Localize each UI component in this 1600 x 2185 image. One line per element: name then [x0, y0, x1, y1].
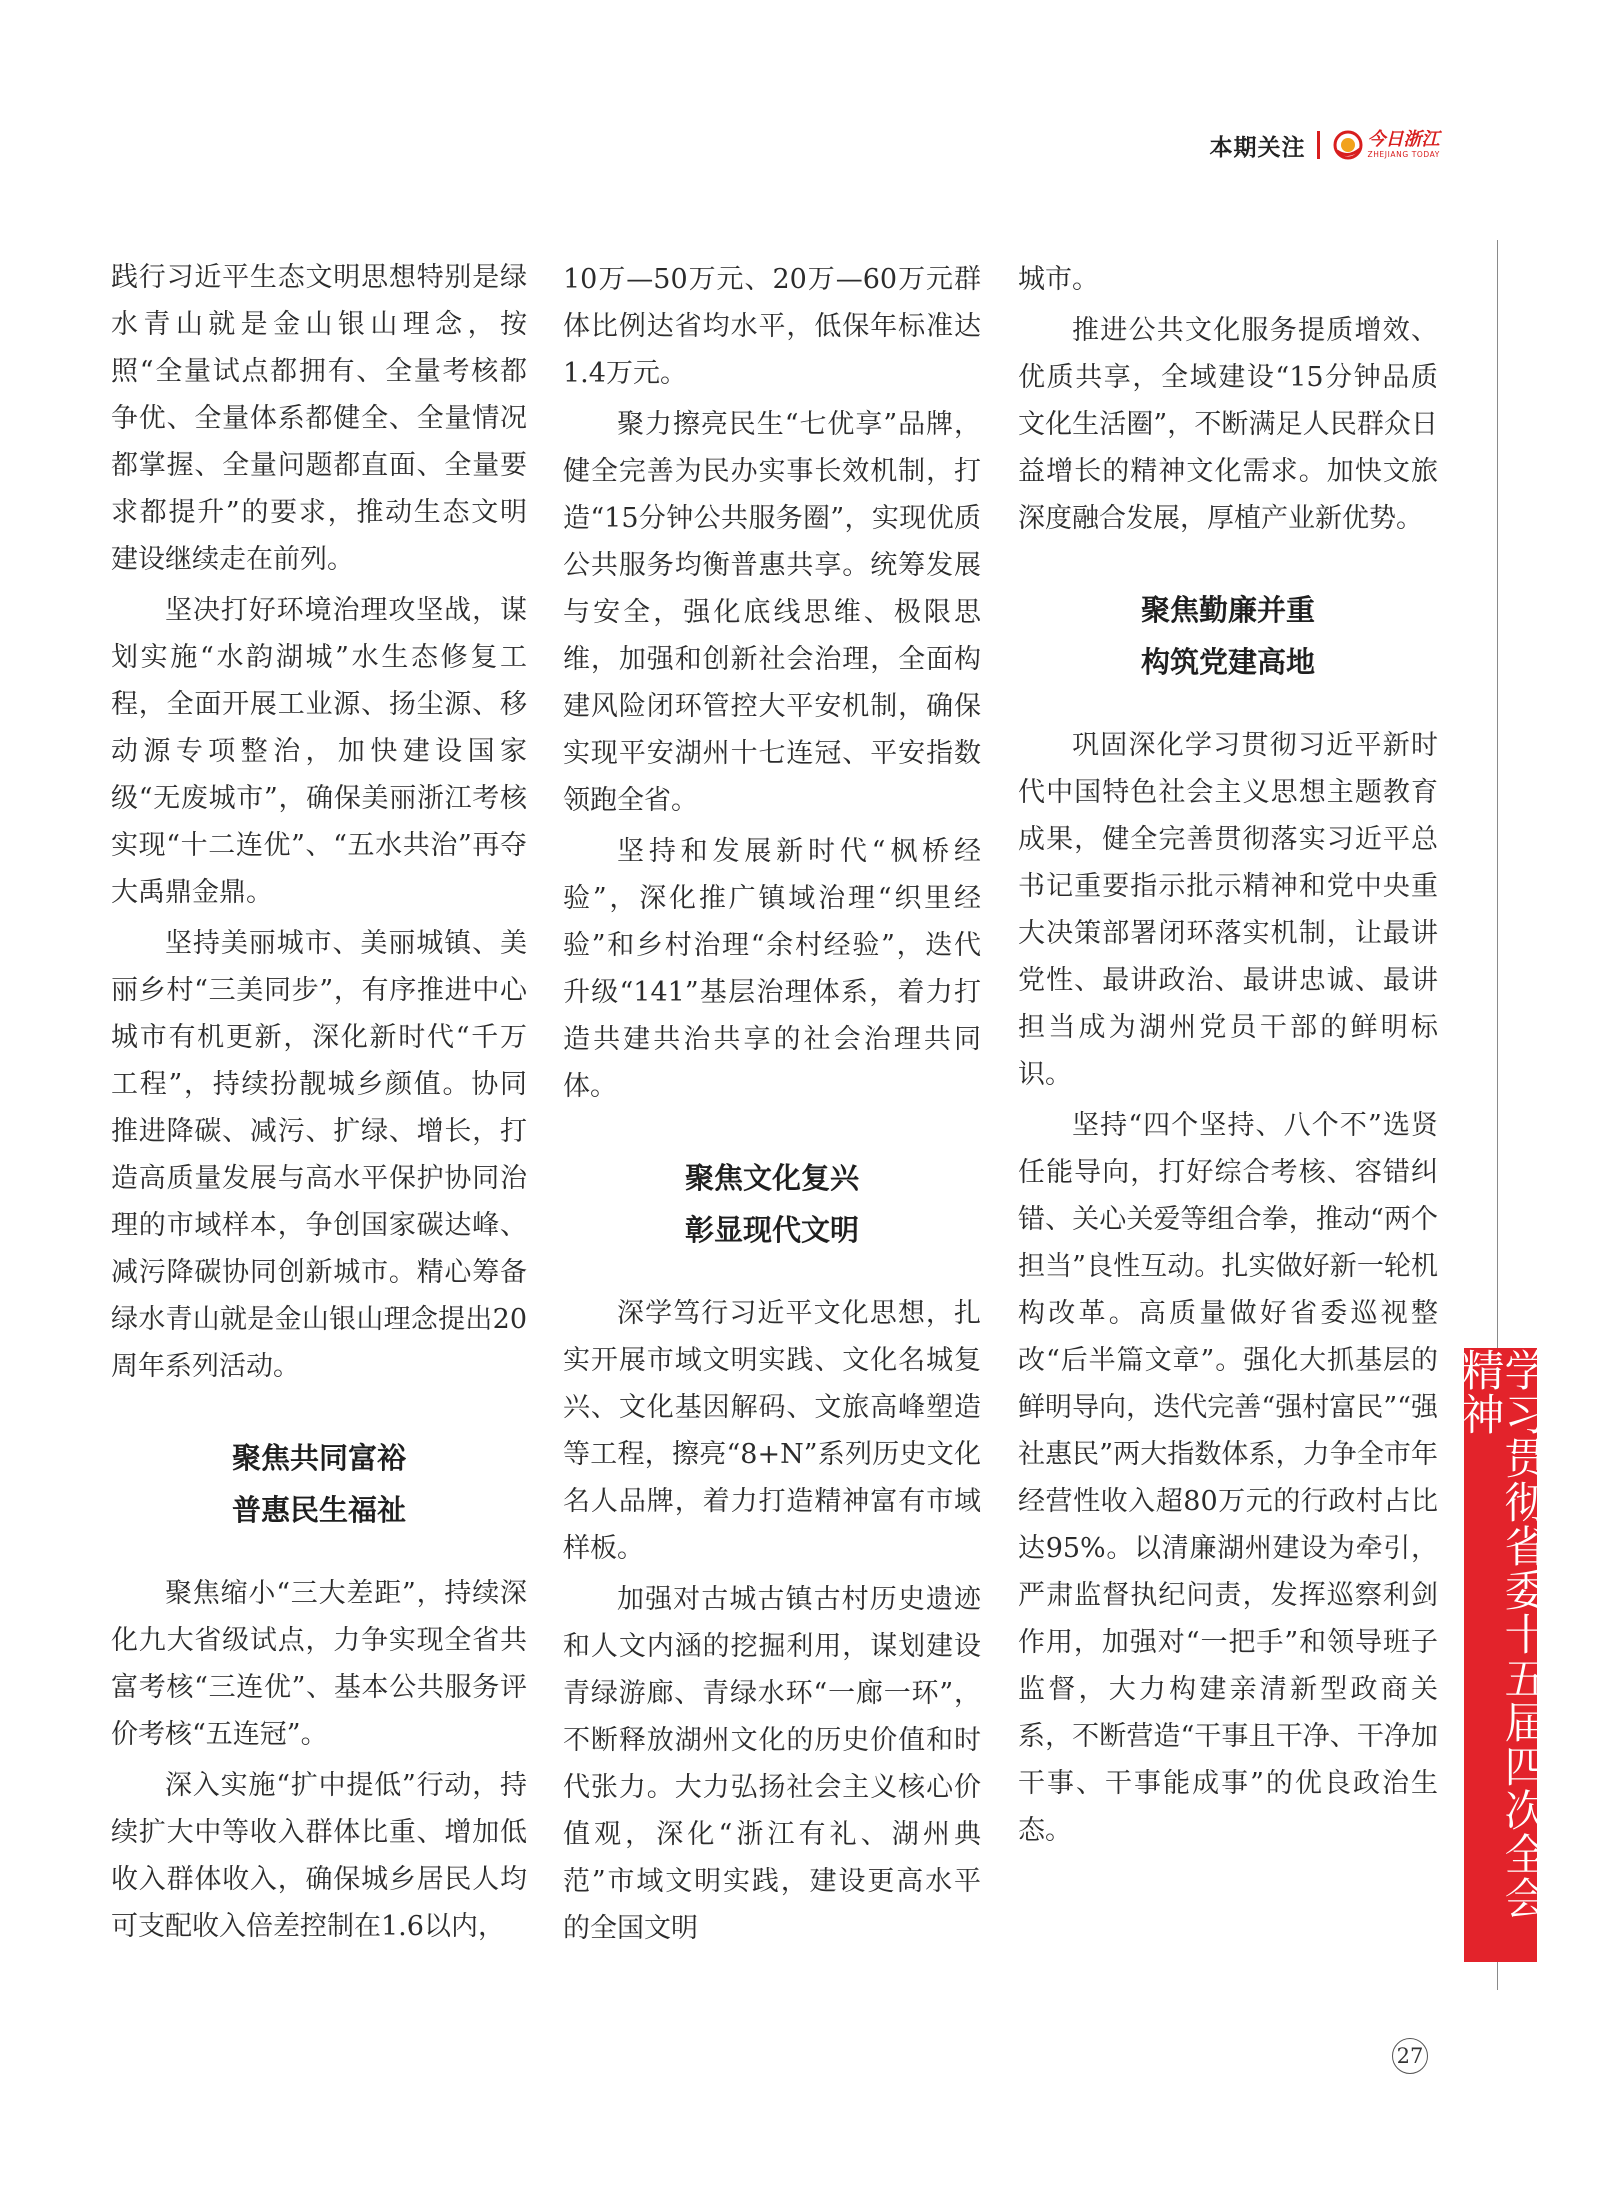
- section-heading-line: 聚焦共同富裕: [231, 1441, 406, 1475]
- section-heading-line: 普惠民生福祉: [231, 1493, 406, 1527]
- section-title: 本期关注: [1209, 134, 1306, 161]
- section-heading: [1018, 584, 1438, 688]
- paragraph: 聚焦缩小“三大差距”，持续深化九大省级试点，力争实现全省共富考核“三连优”、基本公共服务评价考核“五连冠”。: [111, 1578, 527, 1750]
- page-number: 27: [1392, 2038, 1428, 2074]
- column-2: [563, 256, 981, 1952]
- column-1: [111, 254, 527, 1950]
- paragraph: 加强对古城古镇古村历史遗迹和人文内涵的挖掘利用，谋划建设青绿游廊、青绿水环“一廊一环”，不断释放湖州文化的历史价值和时代张力。大力弘扬社会主义核心价值观，深化“浙江有礼、湖州典范”市域文明实践，建设更高水平的全国文明: [563, 1584, 981, 1944]
- paragraph: 践行习近平生态文明思想特别是绿水青山就是金山银山理念，按照“全量试点都拥有、全量考核都争优、全量体系都健全、全量情况都掌握、全量问题都直面、全量要求都提升”的要求，推动生态文明建设继续走在前列。: [111, 262, 527, 575]
- header-divider: [1317, 131, 1320, 159]
- section-heading: [563, 1152, 981, 1256]
- paragraph: 坚持美丽城市、美丽城镇、美丽乡村“三美同步”，有序推进中心城市有机更新，深化新时代“千万工程”，持续扮靓城乡颜值。协同推进降碳、减污、扩绿、增长，打造高质量发展与高水平保护协同治理的市域样本，争创国家碳达峰、减污降碳协同创新城市。精心筹备绿水青山就是金山银山理念提出20周年系列活动。: [111, 928, 527, 1382]
- side-banner-text: 学习贯彻省委十五届四次全会精神: [1454, 1348, 1548, 1920]
- sun-logo-icon: [1332, 129, 1364, 161]
- magazine-logo: [1332, 129, 1440, 161]
- section-heading-line: 聚焦勤廉并重: [1140, 593, 1315, 627]
- paragraph: 推进公共文化服务提质增效、优质共享，全域建设“15分钟品质文化生活圈”，不断满足人民群众日益增长的精神文化需求。加快文旅深度融合发展，厚植产业新优势。: [1018, 315, 1438, 534]
- paragraph: 10万—50万元、20万—60万元群体比例达省均水平，低保年标准达1.4万元。: [563, 264, 981, 389]
- logo-text: 今日浙江: [1367, 129, 1440, 151]
- paragraph: 坚决打好环境治理攻坚战，谋划实施“水韵湖城”水生态修复工程，全面开展工业源、扬尘源、移动源专项整治，加快建设国家级“无废城市”，确保美丽浙江考核实现“十二连优”、“五水共治”再夺大禹鼎金鼎。: [111, 595, 527, 908]
- logo-english-text: ZHEJIANG TODAY: [1367, 150, 1440, 160]
- paragraph: 深学笃行习近平文化思想，扎实开展市域文明实践、文化名城复兴、文化基因解码、文旅高峰塑造等工程，擦亮“8+N”系列历史文化名人品牌，着力打造精神富有市域样板。: [563, 1298, 981, 1564]
- paragraph: 城市。: [1018, 264, 1099, 295]
- paragraph: 坚持“四个坚持、八个不”选贤任能导向，打好综合考核、容错纠错、关心关爱等组合拳，推动“两个担当”良性互动。扎实做好新一轮机构改革。高质量做好省委巡视整改“后半篇文章”。强化大抓基层的鲜明导向，迭代完善“强村富民”“强社惠民”两大指数体系，力争全市年经营性收入超80万元的行政村占比达95%。以清廉湖州建设为牵引，严肃监督执纪问责，发挥巡察利剑作用，加强对“一把手”和领导班子监督，大力构建亲清新型政商关系，不断营造“干事且干净、干净加干事、干事能成事”的优良政治生态。: [1018, 1110, 1438, 1846]
- section-heading-line: 构筑党建高地: [1140, 645, 1315, 679]
- paragraph: 巩固深化学习贯彻习近平新时代中国特色社会主义思想主题教育成果，健全完善贯彻落实习近平总书记重要指示批示精神和党中央重大决策部署闭环落实机制，让最讲党性、最讲政治、最讲忠诚、最讲担当成为湖州党员干部的鲜明标识。: [1018, 730, 1438, 1090]
- page-header: [1209, 125, 1440, 165]
- paragraph: 深入实施“扩中提低”行动，持续扩大中等收入群体比重、增加低收入群体收入，确保城乡居民人均可支配收入倍差控制在1.6以内，: [111, 1770, 527, 1942]
- column-3: [1018, 256, 1438, 1854]
- section-heading-line: 聚焦文化复兴: [684, 1161, 859, 1195]
- side-banner: [1454, 1348, 1548, 1962]
- paragraph: 聚力擦亮民生“七优享”品牌，健全完善为民办实事长效机制，打造“15分钟公共服务圈”，实现优质公共服务均衡普惠共享。统筹发展与安全，强化底线思维、极限思维，加强和创新社会治理，全面构建风险闭环管控大平安机制，确保实现平安湖州十七连冠、平安指数领跑全省。: [563, 409, 981, 816]
- section-heading: [111, 1432, 527, 1536]
- section-heading-line: 彰显现代文明: [684, 1213, 859, 1247]
- paragraph: 坚持和发展新时代“枫桥经验”，深化推广镇域治理“织里经验”和乡村治理“余村经验”，迭代升级“141”基层治理体系，着力打造共建共治共享的社会治理共同体。: [563, 836, 981, 1102]
